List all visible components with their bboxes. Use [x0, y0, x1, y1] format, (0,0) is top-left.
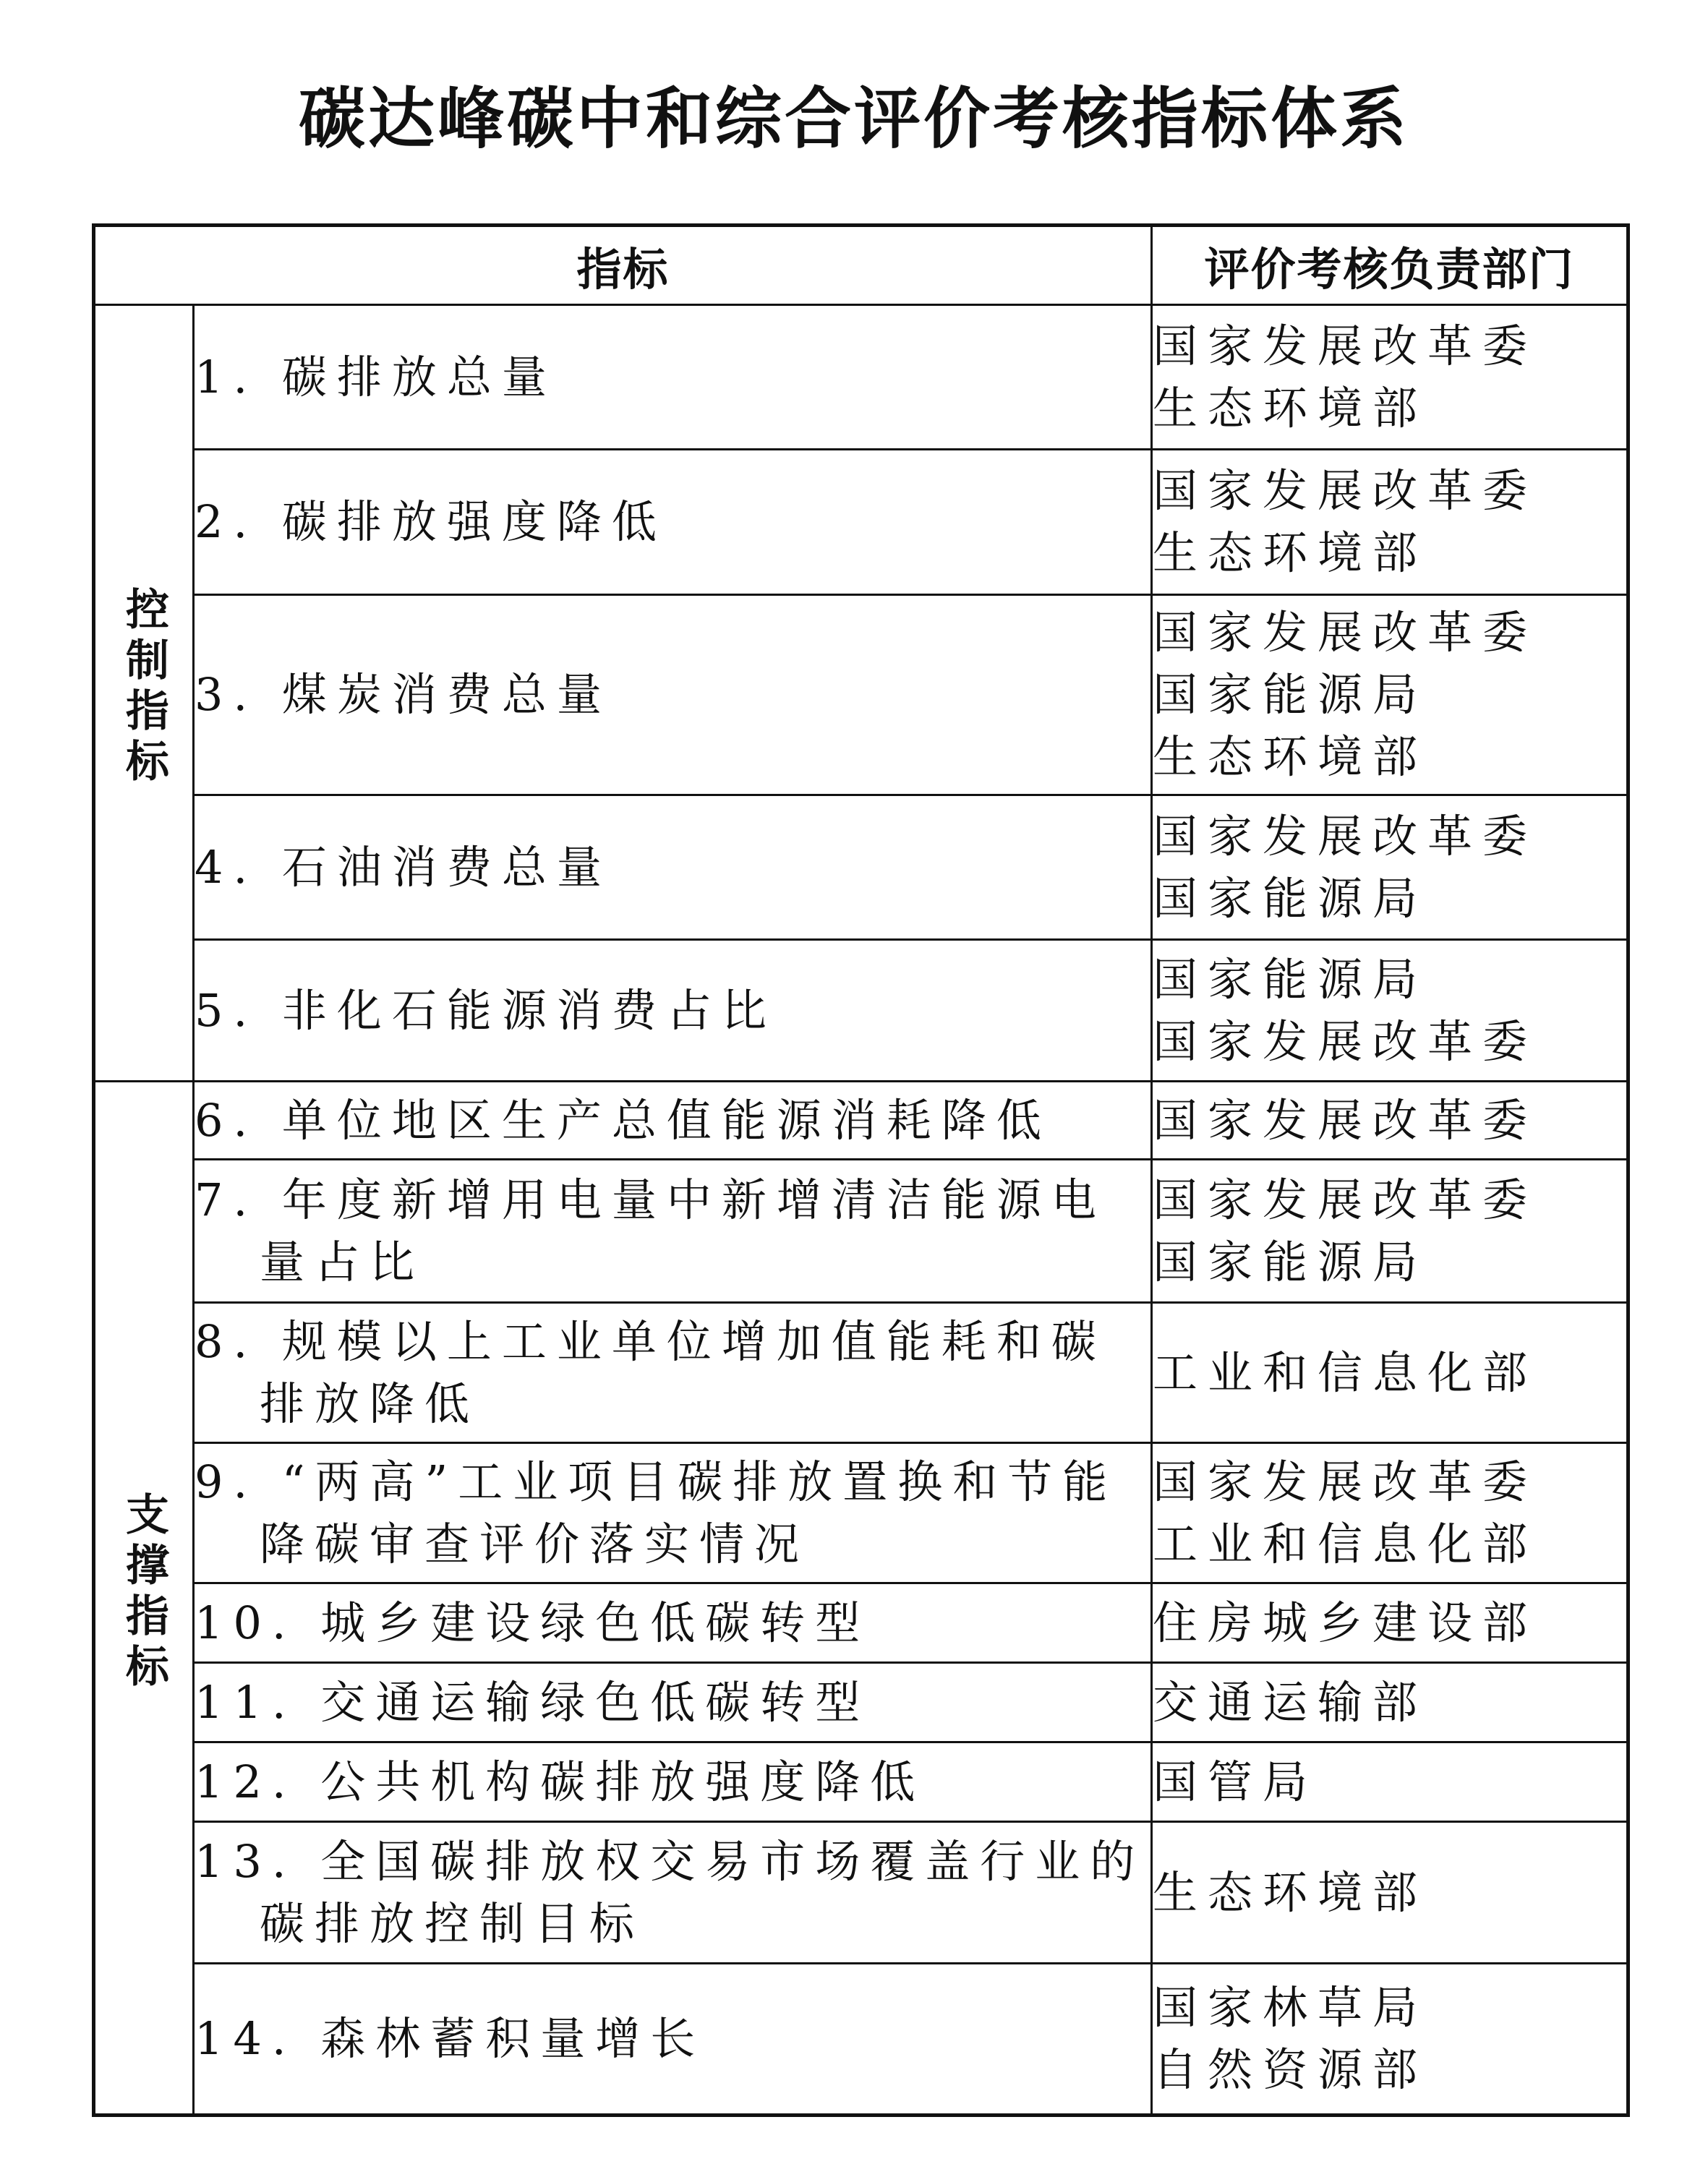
- department-text: 国家发展改革委: [1153, 1455, 1538, 1508]
- indicator-text: 6. 单位地区生产总值能源消耗降低: [195, 1093, 1051, 1147]
- department-text: 国家能源局: [1153, 871, 1428, 925]
- department-cell: [1152, 1964, 1628, 2116]
- indicator-cell: [194, 1583, 1152, 1663]
- category-cell: [94, 305, 194, 1082]
- indicator-cell: [194, 940, 1152, 1082]
- table-row: [94, 595, 1628, 795]
- department-text: 国家发展改革委: [1153, 1014, 1538, 1068]
- department-text: 生态环境部: [1153, 381, 1428, 435]
- indicator-cell: [194, 1822, 1152, 1964]
- table-row: [94, 1303, 1628, 1443]
- indicator-cell: [194, 795, 1152, 940]
- department-text: 住房城乡建设部: [1153, 1596, 1538, 1649]
- table-row: [94, 1160, 1628, 1303]
- indicator-text: 4. 石油消费总量: [195, 840, 612, 894]
- indicator-cell: [194, 1303, 1152, 1443]
- department-text: 交通运输部: [1153, 1675, 1428, 1729]
- department-text: 自然资源部: [1153, 2043, 1428, 2096]
- table-row: [94, 940, 1628, 1082]
- page-title: 碳达峰碳中和综合评价考核指标体系: [298, 80, 1409, 158]
- department-cell: [1152, 1303, 1628, 1443]
- department-text: 国家林草局: [1153, 1981, 1428, 2034]
- indicator-cell: [194, 450, 1152, 595]
- header-indicator: 指标: [94, 226, 1152, 305]
- department-cell: [1152, 595, 1628, 795]
- table-row: [94, 305, 1628, 450]
- department-cell: [1152, 1822, 1628, 1964]
- indicator-cell: [194, 1082, 1152, 1160]
- department-cell: [1152, 1742, 1628, 1822]
- indicator-text: 12. 公共机构碳排放强度降低: [195, 1755, 926, 1808]
- department-text: 国家发展改革委: [1153, 464, 1538, 517]
- department-cell: [1152, 450, 1628, 595]
- indicator-text: 5. 非化石能源消费占比: [195, 983, 777, 1037]
- department-text: 工业和信息化部: [1153, 1346, 1538, 1399]
- table-row: [94, 1663, 1628, 1742]
- indicator-text: 8. 规模以上工业单位增加值能耗和碳排放降低: [195, 1314, 1106, 1430]
- table-row: [94, 450, 1628, 595]
- department-text: 国家发展改革委: [1153, 1173, 1538, 1226]
- indicator-cell: [194, 1742, 1152, 1822]
- indicator-text: 11. 交通运输绿色低碳转型: [195, 1675, 871, 1729]
- department-text: 工业和信息化部: [1153, 1517, 1538, 1570]
- table-row: [94, 1822, 1628, 1964]
- indicator-text: 13. 全国碳排放权交易市场覆盖行业的碳排放控制目标: [195, 1834, 1145, 1950]
- department-cell: [1152, 1583, 1628, 1663]
- department-text: 生态环境部: [1153, 1865, 1428, 1919]
- department-text: 国家能源局: [1153, 1235, 1428, 1288]
- table-row: [94, 795, 1628, 940]
- indicator-cell: [194, 595, 1152, 795]
- department-text: 生态环境部: [1153, 730, 1428, 783]
- indicator-text: 3. 煤炭消费总量: [195, 668, 612, 721]
- department-text: 国家能源局: [1153, 952, 1428, 1006]
- indicator-text: 9. “两高”工业项目碳排放置换和节能降碳审查评价落实情况: [195, 1455, 1118, 1570]
- department-text: 国家能源局: [1153, 668, 1428, 721]
- indicator-cell: [194, 1663, 1152, 1742]
- indicator-text: 7. 年度新增用电量中新增清洁能源电量占比: [195, 1173, 1106, 1288]
- indicator-cell: [194, 1964, 1152, 2116]
- indicator-text: 1. 碳排放总量: [195, 350, 557, 403]
- table-row: [94, 1583, 1628, 1663]
- indicator-table: [92, 223, 1630, 2117]
- header-row: [94, 226, 1628, 305]
- department-cell: [1152, 940, 1628, 1082]
- department-cell: [1152, 1082, 1628, 1160]
- table-row: [94, 1964, 1628, 2116]
- department-text: 国家发展改革委: [1153, 809, 1538, 863]
- indicator-text: 2. 碳排放强度降低: [195, 495, 667, 548]
- indicator-cell: [194, 1443, 1152, 1583]
- indicator-text: 14. 森林蓄积量增长: [195, 2012, 706, 2065]
- category-label: 控制指标: [119, 586, 169, 789]
- indicator-cell: [194, 1160, 1152, 1303]
- department-cell: [1152, 1663, 1628, 1742]
- table-row: [94, 1443, 1628, 1583]
- indicator-text: 10. 城乡建设绿色低碳转型: [195, 1596, 871, 1649]
- category-label: 支撑指标: [119, 1491, 169, 1694]
- category-cell: [94, 1082, 194, 2116]
- indicator-cell: [194, 305, 1152, 450]
- table-row: [94, 1742, 1628, 1822]
- department-cell: [1152, 1443, 1628, 1583]
- department-text: 国家发展改革委: [1153, 1093, 1538, 1147]
- department-cell: [1152, 305, 1628, 450]
- department-cell: [1152, 795, 1628, 940]
- table-row: [94, 1082, 1628, 1160]
- department-text: 国家发展改革委: [1153, 319, 1538, 372]
- department-text: 生态环境部: [1153, 526, 1428, 579]
- department-text: 国管局: [1153, 1755, 1318, 1808]
- header-department: 评价考核负责部门: [1152, 226, 1628, 305]
- department-cell: [1152, 1160, 1628, 1303]
- department-text: 国家发展改革委: [1153, 606, 1538, 659]
